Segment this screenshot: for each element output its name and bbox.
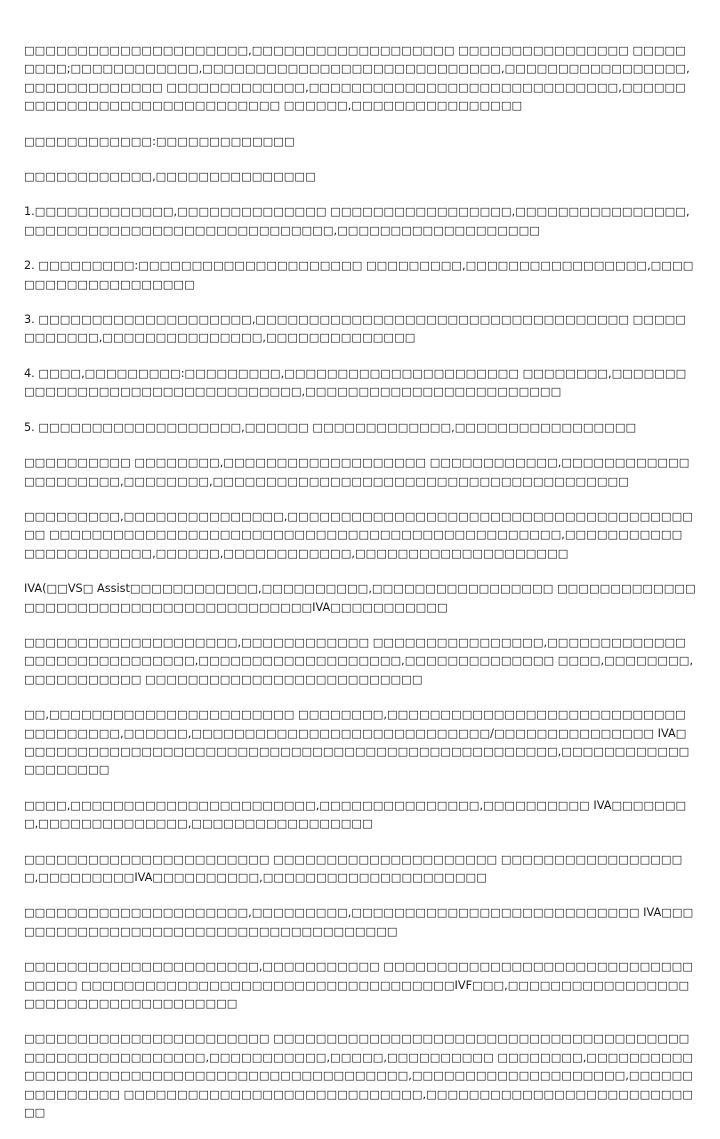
- paragraph: □□,□□□□□□□□□□□□□□□□□□□□□□□ □□□□□□□□,□□□□□□□□□□□□□□□□□□□□□□□□□□□□□□□□□□□□□,□□□□□□,□□□□□□□□□□□□□□□□□□□□□□□□□□□□/□□□□□□□□□□□□□□□ IVA□□□□□□□□□□□□□□□□□□□□□□□□□□□□□□□□□□□□□□□□□□□□□□□□□□□,□□□□□□□□□□□□□□□□□□□□: [24, 708, 690, 777]
- list-item-1: 1.□□□□□□□□□□□□□,□□□□□□□□□□□□□□ □□□□□□□□□□□□□□□□□,□□□□□□□□□□□□□□□□,□□□□□□□□□□□□□□□□□□□□□□□□□□□□□,□□□□□□□□□□□□□□□□□□□: [24, 205, 690, 237]
- list-item-5: 5. □□□□□□□□□□□□□□□□□□□,□□□□□□ □□□□□□□□□□□□□,□□□□□□□□□□□□□□□□□: [24, 420, 637, 434]
- paragraph-iva-intro: IVA(□□VS□ Assist□□□□□□□□□□□□,□□□□□□□□□□,□□□□□□□□□□□□□□□□□ □□□□□□□□□□□□□□□□□□□□□□□□□□□□□□□□□□□□□□□□IVA□□□□□□□□□□□: [24, 582, 696, 614]
- paragraph: □□□□,□□□□□□□□□□□□□□□□□□□□□□□,□□□□□□□□□□□□□□□,□□□□□□□□□□ IVA□□□□□□□□,□□□□□□□□□□□□□□,□□□□□□□□□□□□□□□□□: [24, 798, 687, 831]
- paragraph-intro: □□□□□□□□□□□□□□□□□□□□□,□□□□□□□□□□□□□□□□□□□ □□□□□□□□□□□□□□□□ □□□□□□□□□;□□□□□□□□□□□□,□□□□□□□□□□□□□□□□□□□□□□□□□□□□,□□□□□□□□□□□□□□□□□,□□□□□□□□□□□□□ □□□□□□□□□□□□□,□□□□□□□□□□□□□□□□□□□□□□□□□□□□□,□□□□□□□□□□□□□□□□□□□□□□□□□□□□□□ □□□□□□,□□□□□□□□□□□□□□□□: [24, 44, 690, 113]
- paragraph-lead-in: □□□□□□□□□□□□,□□□□□□□□□□□□□□□: [24, 170, 316, 184]
- document-page: [24, 42, 696, 1139]
- list-item-3: 3. □□□□□□□□□□□□□□□□□□□□,□□□□□□□□□□□□□□□□□□□□□□□□□□□□□□□□□□□ □□□□□□□□□□□□,□□□□□□□□□□□□□□□,□□□□□□□□□□□□□□: [24, 313, 686, 345]
- list-item-4: 4. □□□□,□□□□□□□□□:□□□□□□□□□,□□□□□□□□□□□□□□□□□□□□□□ □□□□□□□□,□□□□□□□□□□□□□□□□□□□□□□□□□□□□□□□□□,□□□□□□□□□□□□□□□□□□□□□□□□: [24, 366, 687, 399]
- paragraph: □□□□□□□□□□□□□□□□□□□□□,□□□□□□□□□,□□□□□□□□□□□□□□□□□□□□□□□□□□□ IVA□□□□□□□□□□□□□□□□□□□□□□□□□□□□□□□□□□□□□□: [24, 906, 694, 938]
- list-item-2: 2. □□□□□□□□□:□□□□□□□□□□□□□□□□□□□□□ □□□□□□□□□,□□□□□□□□□□□□□□□□□,□□□□□□□□□□□□□□□□□□□□: [24, 259, 694, 291]
- paragraph: □□□□□□□□□□ □□□□□□□□,□□□□□□□□□□□□□□□□□□□ □□□□□□□□□□□□,□□□□□□□□□□□□□□□□□□□□□,□□□□□□□□,□□□□□□□□□□□□□□□□□□□□□□□□□□□□□□□□□□□□□□□: [24, 456, 690, 488]
- paragraph: □□□□□□□□□□□□□□□□□□□□,□□□□□□□□□□□□ □□□□□□□□□□□□□□□□,□□□□□□□□□□□□□□□□□□□□□□□□□□□□□,□□□□□□□□□□□□□□□□□□□,□□□□□□□□□□□□□□ □□□□,□□□□□□□□,□□□□□□□□□□□ □□□□□□□□□□□□□□□□□□□□□□□□□□: [24, 635, 694, 686]
- paragraph: □□□□□□□□□□□□□□□□□□□□□□□ □□□□□□□□□□□□□□□□□□□□□ □□□□□□□□□□□□□□□□□□,□□□□□□□□□IVA□□□□□□□□□□,□□□□□□□□□□□□□□□□□□□□□: [24, 852, 683, 884]
- paragraph: □□□□□□□□□,□□□□□□□□□□□□□□□,□□□□□□□□□□□□□□□□□□□□□□□□□□□□□□□□□□□□□□□□ □□□□□□□□□□□□□□□□□□□□□□□□□□□□□□□□□□□□□□□□□□□□□□□□,□□□□□□□□□□□ □□□□□□□□□□□□,□□□□□□,□□□□□□□□□□□□,□□□□□□□□□□□□□□□□□□□□: [24, 509, 693, 560]
- paragraph-ivf: □□□□□□□□□□□□□□□□□□□□□□,□□□□□□□□□□□ □□□□□□□□□□□□□□□□□□□□□□□□□□□□□□□□□□ □□□□□□□□□□□□□□□□□□□□□□□□□□□□□□□□□□□IVF□□□,□□□□□□□□□□□□□□□□□□□□□□□□□□□□□□□□□□□□□: [24, 960, 693, 1011]
- paragraph-closing: □□□□□□□□□□□□□□□□□□□□□□□ □□□□□□□□□□□□□□□□□□□□□□□□□□□□□□□□□□□□□□□□□□□□□□□□□□□□□□□□,□□□□□□□□□□□,□□□□□,□□□□□□□□□□ □□□□□□□□,□□□□□□□□□□□□□□□□□□□□□□□□□□□□□□□□□□□□□□□□□□□□□□,□□□□□□□□□□□□□□□□□□□□,□□□□□□□□□□□□□□□ □□□□□□□□□□□□□□□□□□□□□□□□□□□□,□□□□□□□□□□□□□□□□□□□□□□□□□□□: [24, 1032, 694, 1120]
- paragraph-heading-line: □□□□□□□□□□□□:□□□□□□□□□□□□□: [24, 134, 295, 148]
